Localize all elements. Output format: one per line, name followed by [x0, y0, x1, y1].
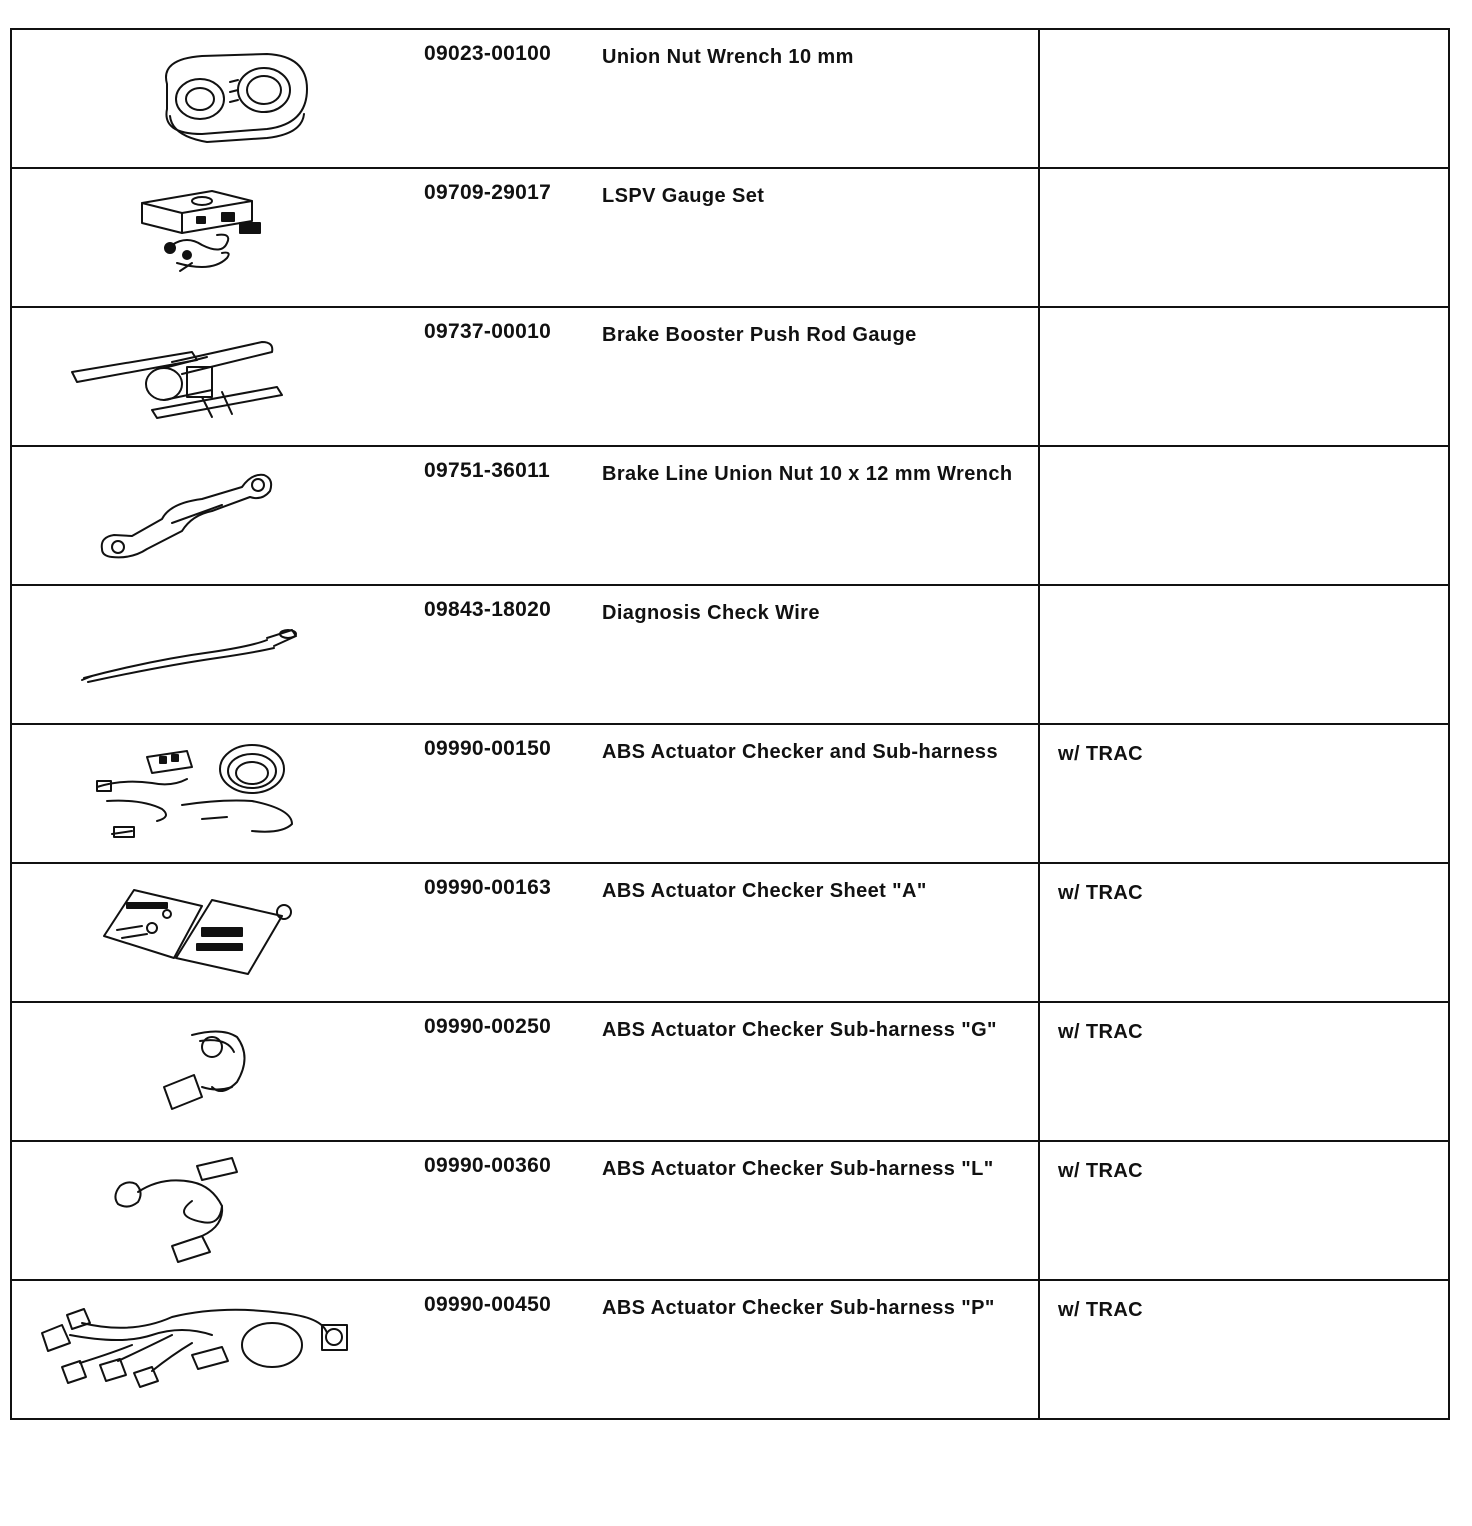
tool-cell [11, 307, 1039, 446]
check-wire-icon [52, 600, 372, 710]
tool-note: w/ TRAC [1058, 1299, 1144, 1321]
sub-harness-g-icon [52, 1017, 372, 1127]
table-row [11, 585, 1449, 724]
special-service-tools-table [10, 28, 1450, 1420]
sub-harness-l-icon [52, 1156, 372, 1266]
tool-cell [11, 29, 1039, 168]
table-row [11, 1002, 1449, 1141]
part-number: 09990-00163 [424, 876, 552, 899]
note-cell [1039, 1280, 1449, 1419]
tool-cell [11, 168, 1039, 307]
tool-cell [11, 446, 1039, 585]
table-row [11, 307, 1449, 446]
table-row [11, 1280, 1449, 1419]
tool-note: w/ TRAC [1058, 1160, 1144, 1182]
tool-name: Brake Line Union Nut 10 x 12 mm Wrench [602, 463, 1013, 485]
sub-harness-p-icon [22, 1295, 362, 1405]
union-nut-wrench-icon [52, 44, 372, 154]
part-number: 09023-00100 [424, 42, 552, 65]
table-row [11, 863, 1449, 1002]
note-cell [1039, 29, 1449, 168]
part-number: 09990-00250 [424, 1015, 552, 1038]
tool-note [1040, 30, 1448, 48]
note-cell [1039, 168, 1449, 307]
tool-name: ABS Actuator Checker Sheet "A" [602, 880, 927, 902]
table-row [11, 724, 1449, 863]
note-cell [1039, 1141, 1449, 1280]
part-number: 09990-00360 [424, 1154, 552, 1177]
tool-name: ABS Actuator Checker Sub-harness "L" [602, 1158, 994, 1180]
push-rod-gauge-icon [52, 322, 372, 432]
tool-name: ABS Actuator Checker Sub-harness "P" [602, 1297, 995, 1319]
tool-note [1040, 586, 1448, 604]
tool-cell [11, 1141, 1039, 1280]
tool-note [1040, 169, 1448, 187]
part-number: 09709-29017 [424, 181, 552, 204]
tool-cell [11, 1002, 1039, 1141]
tool-cell [11, 1280, 1039, 1419]
note-cell [1039, 1002, 1449, 1141]
note-cell [1039, 863, 1449, 1002]
tool-cell [11, 585, 1039, 724]
note-cell [1039, 724, 1449, 863]
tool-note [1040, 447, 1448, 465]
tool-name: Union Nut Wrench 10 mm [602, 46, 854, 68]
note-cell [1039, 446, 1449, 585]
part-number: 09751-36011 [424, 459, 550, 482]
part-number: 09990-00450 [424, 1293, 552, 1316]
note-cell [1039, 307, 1449, 446]
brake-line-wrench-icon [52, 461, 372, 571]
tool-name: Diagnosis Check Wire [602, 602, 820, 624]
tool-note: w/ TRAC [1058, 882, 1144, 904]
tool-note [1040, 308, 1448, 326]
table-row [11, 168, 1449, 307]
tool-name: LSPV Gauge Set [602, 185, 765, 207]
part-number: 09737-00010 [424, 320, 552, 343]
tool-name: ABS Actuator Checker Sub-harness "G" [602, 1019, 997, 1041]
tool-note: w/ TRAC [1058, 743, 1144, 765]
tool-cell [11, 724, 1039, 863]
table-row [11, 1141, 1449, 1280]
part-number: 09843-18020 [424, 598, 552, 621]
lspv-gauge-set-icon [52, 183, 372, 293]
actuator-checker-icon [52, 739, 372, 849]
tool-name: Brake Booster Push Rod Gauge [602, 324, 917, 346]
checker-sheet-icon [52, 878, 372, 988]
table-row [11, 446, 1449, 585]
part-number: 09990-00150 [424, 737, 552, 760]
tool-name: ABS Actuator Checker and Sub-harness [602, 741, 998, 763]
tool-cell [11, 863, 1039, 1002]
tool-note: w/ TRAC [1058, 1021, 1144, 1043]
note-cell [1039, 585, 1449, 724]
table-row [11, 29, 1449, 168]
